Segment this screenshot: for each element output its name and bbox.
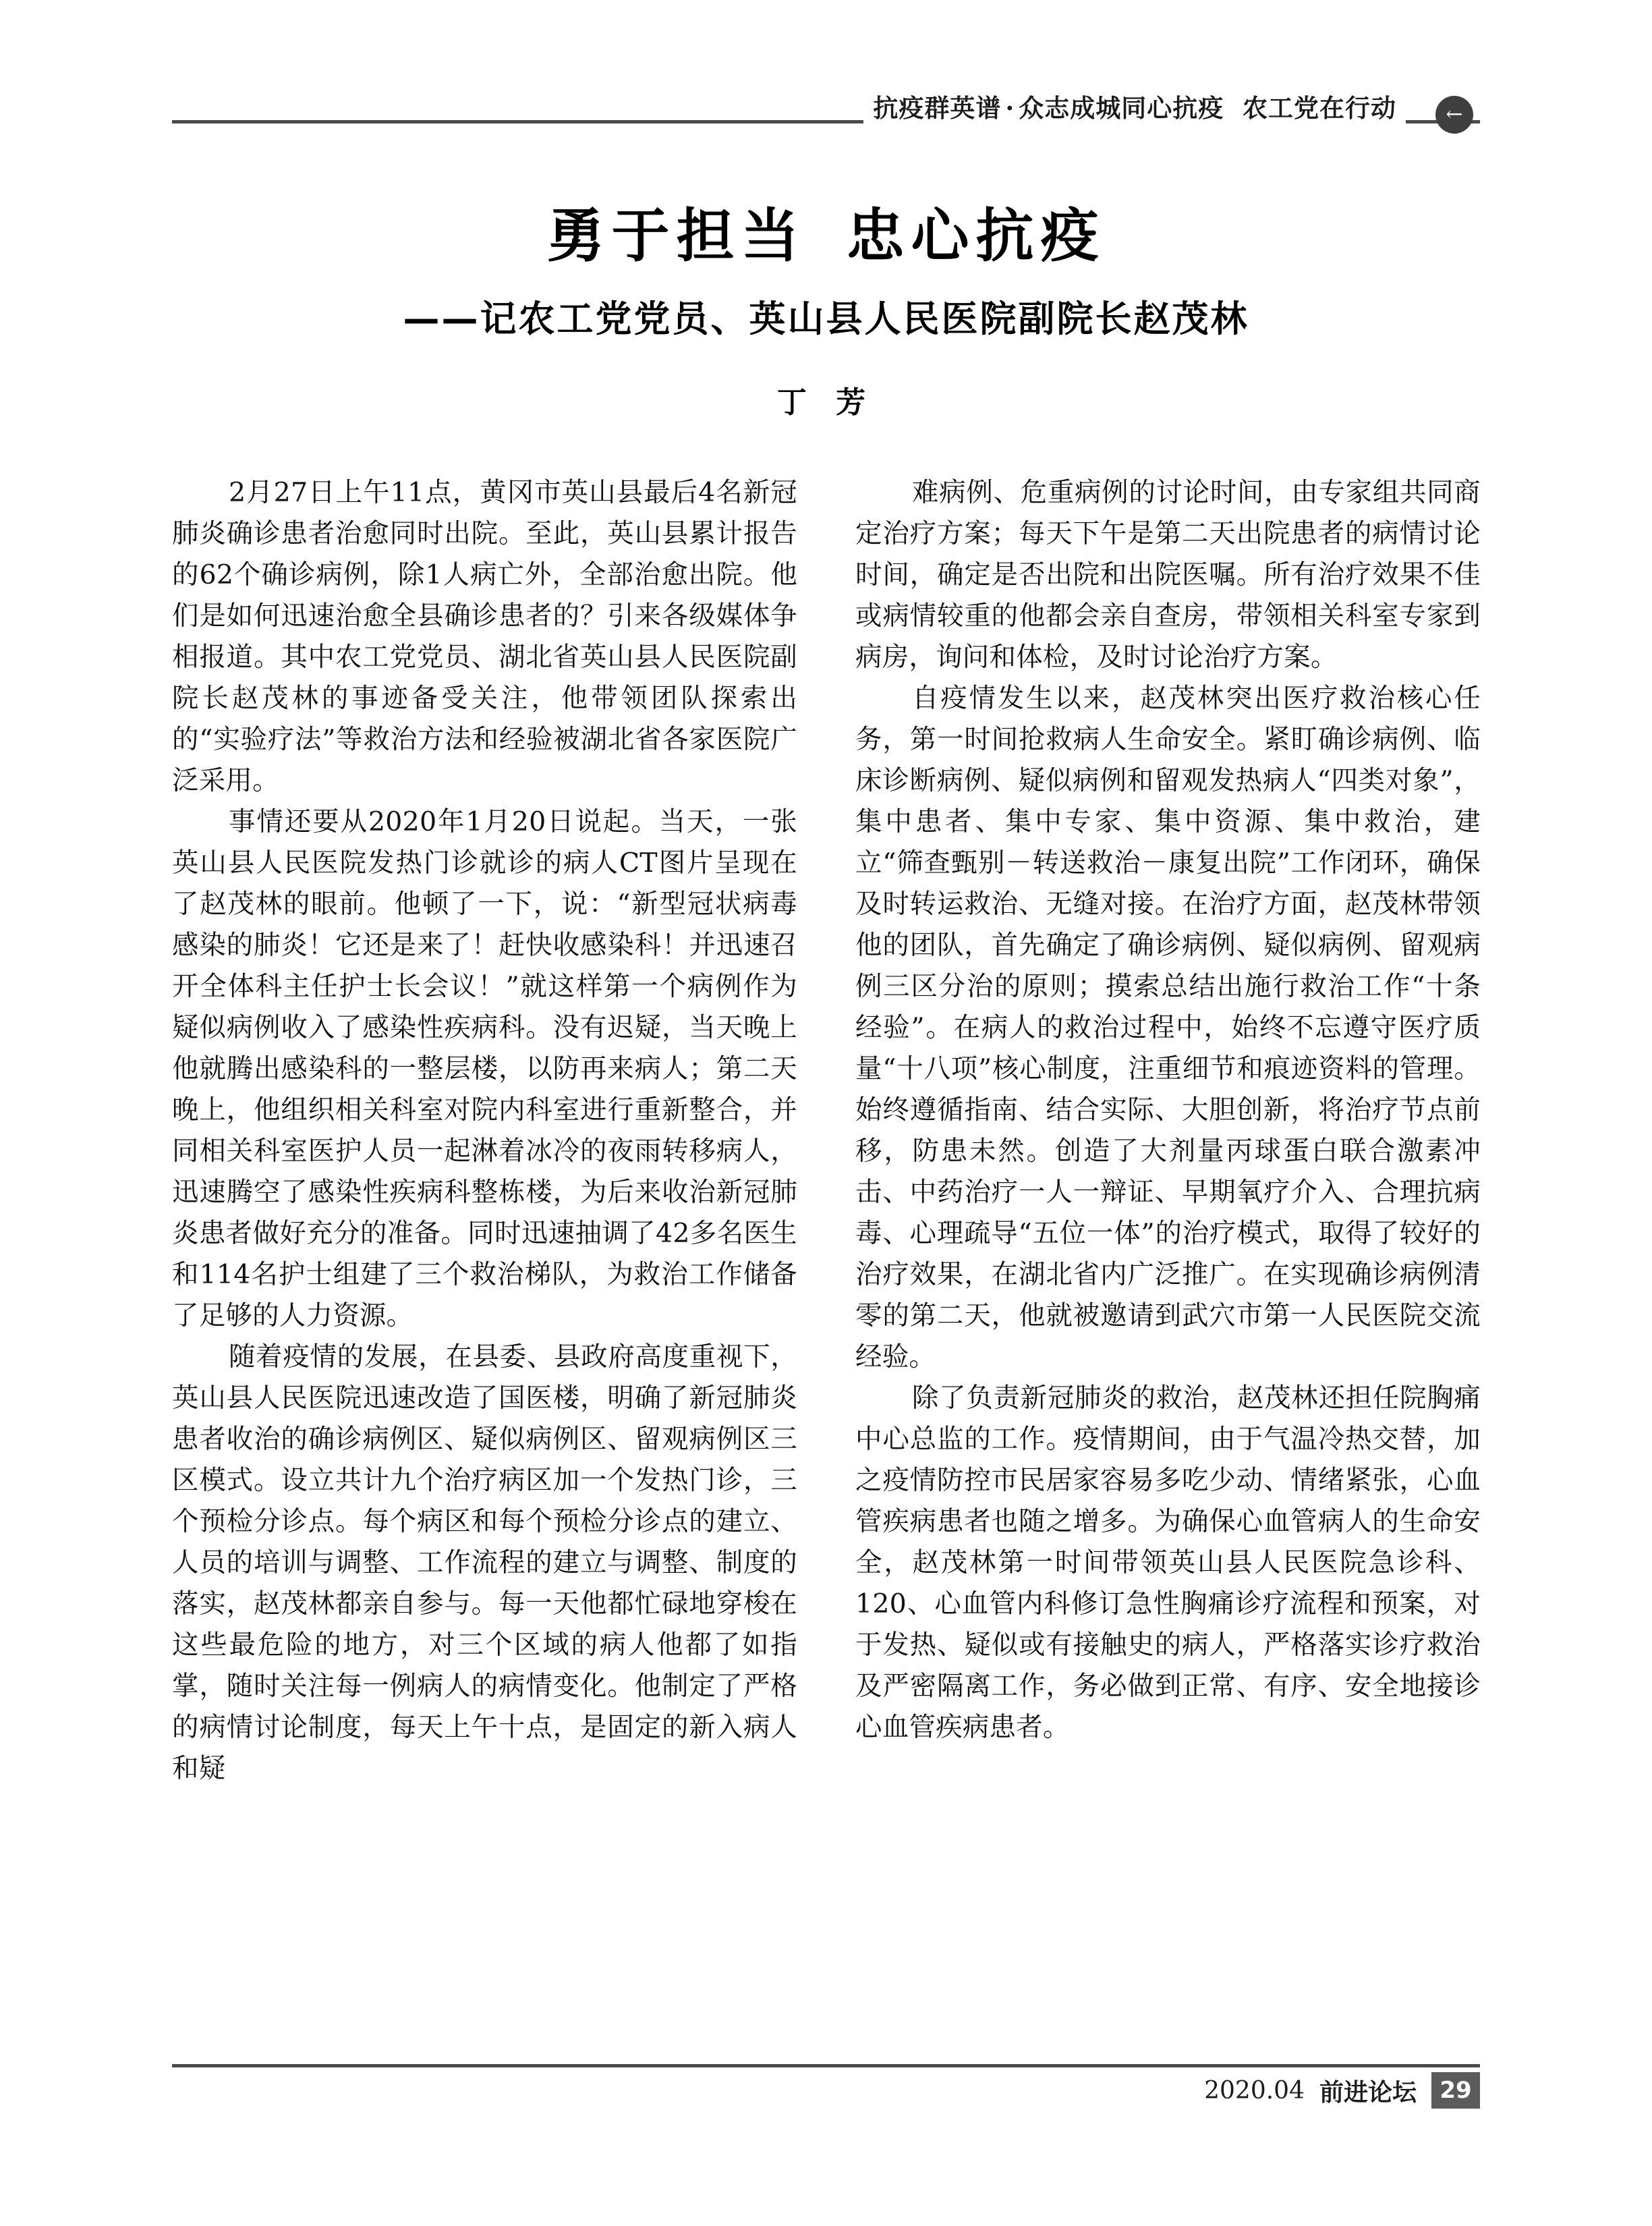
header-series-label: 抗疫群英谱 [873, 93, 1002, 123]
article-body [172, 472, 1481, 1789]
column-right [855, 472, 1481, 1789]
header-running-title [863, 88, 1406, 124]
paragraph: 除了负责新冠肺炎的救治，赵茂林还担任院胸痛中心总监的工作。疫情期间，由于气温冷热交替，加之疫情防控市民居家容易多吃少动、情绪紧张，心血管疾病患者也随之增多。为确保心血管病人的生命安全，赵茂林第一时间带领英山县人民医院急诊科、120、心血管内科修订急性胸痛诊疗流程和预案，对于发热、疑似或有接触史的病人，严格落实诊疗救治及严密隔离工作，务必做到正常、有序、安全地接诊心血管疾病患者。 [855, 1383, 1481, 1743]
footer-divider [172, 2064, 1480, 2067]
header-badge-glyph: ← [1446, 103, 1463, 126]
footer-page-number: 29 [1431, 2072, 1480, 2109]
paragraph: 自疫情发生以来，赵茂林突出医疗救治核心任务，第一时间抢救病人生命安全。紧盯确诊病例、临床诊断病例、疑似病例和留观发热病人“四类对象”，集中患者、集中专家、集中资源、集中救治，建立“筛查甄别－转送救治－康复出院”工作闭环，确保及时转运救治、无缝对接。在治疗方面，赵茂林带领他的团队，首先确定了确诊病例、疑似病例、留观病例三区分治的原则；摸索总结出施行救治工作“十条经验”。在病人的救治过程中，始终不忘遵守医疗质量“十八项”核心制度，注重细节和痕迹资料的管理。始终遵循指南、结合实际、大胆创新，将治疗节点前移，防患未然。创造了大剂量丙球蛋白联合激素冲击、中药治疗一人一辩证、早期氧疗介入、合理抗病毒、心理疏导“五位一体”的治疗模式，取得了较好的治疗效果，在湖北省内广泛推广。在实现确诊病例清零的第二天，他就被邀请到武穴市第一人民医院交流经验。 [855, 683, 1481, 1372]
title-part-1: 勇于担当 [546, 202, 806, 270]
footer-content [1192, 2072, 1480, 2109]
paragraph: 2月27日上午11点，黄冈市英山县最后4名新冠肺炎确诊患者治愈同时出院。至此，英山县累计报告的62个确诊病例，除1人病亡外，全部治愈出院。他们是如何迅速治愈全县确诊患者的？引来各级媒体争相报道。其中农工党党员、湖北省英山县人民医院副院长赵茂林的事迹备受关注，他带领团队探索出的“实验疗法”等救治方法和经验被湖北省各家医院广泛采用。 [172, 477, 797, 796]
header-separator: · [1005, 93, 1015, 123]
circle-arrow-left-icon [1435, 96, 1473, 134]
paragraph: 随着疫情的发展，在县委、县政府高度重视下，英山县人民医院迅速改造了国医楼，明确了新冠肺炎患者收治的确诊病例区、疑似病例区、留观病例区三区模式。设立共计九个治疗病区加一个发热门诊，三个预检分诊点。每个病区和每个预检分诊点的建立、人员的培训与调整、工作流程的建立与调整、制度的落实，赵茂林都亲自参与。每一天他都忙碌地穿梭在这些最危险的地方，对三个区域的病人他都了如指掌，随时关注每一例病人的病情变化。他制定了严格的病情讨论制度，每天上午十点，是固定的新入病人和疑 [172, 1341, 797, 1784]
header-slogan-2: 农工党在行动 [1243, 93, 1396, 123]
paragraph: 事情还要从2020年1月20日说起。当天，一张英山县人民医院发热门诊就诊的病人CT图片呈现在了赵茂林的眼前。他顿了一下，说：“新型冠状病毒感染的肺炎！它还是来了！赶快收感染科！并迅速召开全体科主任护士长会议！”就这样第一个病例作为疑似病例收入了感染性疾病科。没有迟疑，当天晚上他就腾出感染科的一整层楼，以防再来病人；第二天晚上，他组织相关科室对院内科室进行重新整合，并同相关科室医护人员一起淋着冰冷的夜雨转移病人，迅速腾空了感染性疾病科整栋楼，为后来收治新冠肺炎患者做好充分的准备。同时迅速抽调了42多名医生和114名护士组建了三个救治梯队，为救治工作储备了足够的人力资源。 [172, 806, 797, 1331]
page-subtitle: ——记农工党党员、英山县人民医院副院长赵茂林 [403, 298, 1249, 340]
footer-issue-date: 2020.04 [1204, 2076, 1305, 2105]
header-slogan-1: 众志成城同心抗疫 [1019, 93, 1224, 123]
title-part-2: 忠心抗疫 [846, 202, 1106, 270]
column-left [172, 472, 797, 1789]
paragraph: 难病例、危重病例的讨论时间，由专家组共同商定治疗方案；每天下午是第二天出院患者的病情讨论时间，确定是否出院和出院医嘱。所有治疗效果不佳或病情较重的他都会亲自查房，带领相关科室专家到病房，询问和体检，及时讨论治疗方案。 [855, 477, 1481, 673]
footer-magazine-name: 前进论坛 [1319, 2078, 1417, 2107]
page-footer [172, 2064, 1480, 2111]
page-title [0, 189, 1652, 273]
author-byline: 丁 芳 [776, 385, 876, 420]
page-header [172, 88, 1480, 135]
